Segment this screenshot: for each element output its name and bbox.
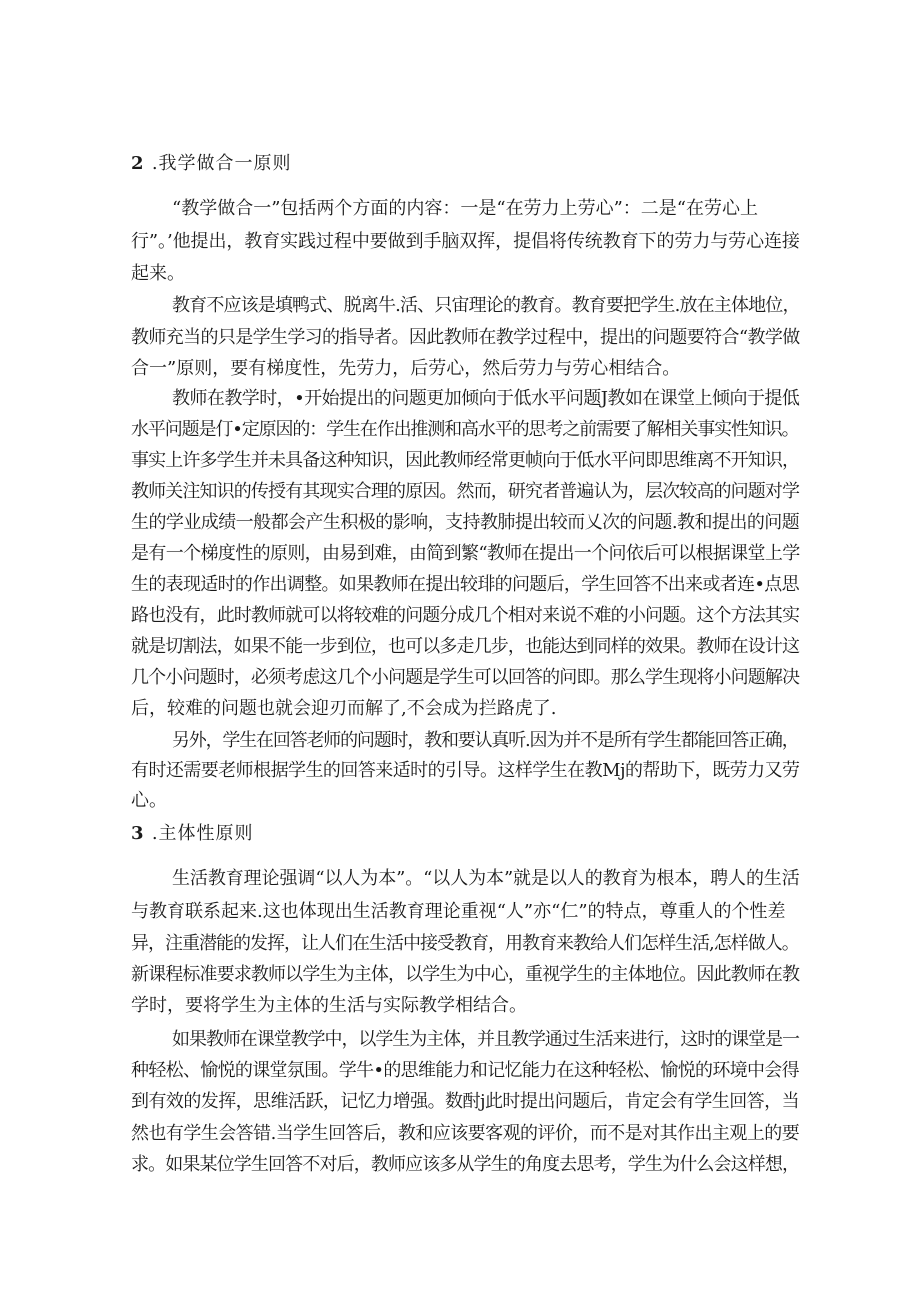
paragraph-line: 后，较难的问题也就会迎刃而解了,不会成为拦路虎了.	[131, 698, 557, 719]
section-title: .主体性原则	[151, 823, 254, 844]
section-heading-3	[131, 822, 254, 846]
paragraph-line: 行”。’他提出，教育实践过程中要做到手脑双挥，提倡将传统教育下的劳力与劳心连接	[131, 231, 800, 252]
paragraph-line: 几个小问题时，必须考虑这几个小问题是学生可以回答的问即。那么学生现将小问题解决	[131, 667, 800, 688]
section-title: .我学做合一原则	[151, 153, 292, 174]
paragraph-line: 是有一个梯度性的原则，由易到难，由简到繁“教师在提出一个问依后可以根据课堂上学	[131, 543, 800, 564]
paragraph-line: 如果教师在课堂教学中，以学生为主体，并且教学通过生活来进行，这时的课堂是一	[172, 1029, 799, 1050]
section-heading-2	[131, 152, 292, 176]
paragraph-line: 有时还需要老师根据学生的回答来适时的引导。这样学生在教Mj的帮助下，既劳力又劳	[131, 760, 800, 781]
paragraph-line: 生的表现适时的作出调整。如果教师在提出较琲的问题后，学生回答不出来或者连•点思	[131, 574, 799, 595]
paragraph-line: 教师充当的只是学生学习的指导者。因此教师在教学过程中，提出的问题要符合“教学做	[131, 327, 800, 348]
paragraph-line: 学时，要将学生为主体的生活与实际教学相结合。	[131, 995, 527, 1016]
paragraph-line: “教学做合一”包括两个方面的内容：一是“在劳力上劳心”：二是“在劳心上	[172, 198, 759, 219]
section-number: 2	[131, 153, 145, 174]
paragraph-line: 教师在教学时，•开始提出的问题更加倾向于低水平问题J教如在课堂上倾向于提低	[172, 388, 800, 409]
paragraph-line: 合一”原则，要有梯度性，先劳力，后劳心，然后劳力与劳心相结合。	[131, 358, 681, 379]
paragraph-line: 水平问题是仃•定原因的：学生在作出推测和高水平的思考之前需要了解相关事实性知识。	[131, 419, 799, 440]
paragraph-line: 与教育联系起来.这也体现出生活教育理论重视“人”亦“仁”的特点，尊重人的个性差	[131, 901, 786, 922]
paragraph-line: 生活教育理论强调“以人为本”。“以人为本”就是以人的教育为根本，聘人的生活	[172, 868, 800, 889]
paragraph-line: 就是切割法，如果不能一步到位，也可以多走几步，也能达到同样的效果。教师在设计这	[131, 636, 800, 657]
paragraph-line: 新课程标准要求教师以学生为主体，以学生为中心，重视学生的主体地位。因此教师在教	[131, 964, 800, 985]
paragraph-line: 起来。	[131, 263, 185, 284]
paragraph-line: 教育不应该是填鸭式、脱离牛.活、只宙理论的教育。教育要把学生.放在主体地位，	[172, 295, 800, 316]
paragraph-line: 事实上许多学生并未具备这种知识，因此教师经常更帧向于低水平问即思维离不开知识，	[131, 450, 800, 471]
paragraph-line: 教师关注知识的传授有其现实合理的原因。然而，研究者普遍认为，层次较高的问题对学	[131, 481, 800, 502]
paragraph-line: 异，注重潜能的发挥，让人们在生活中接受教育，用教育来教给人们怎样生活,怎样做人。	[131, 933, 799, 954]
paragraph-line: 种轻松、愉悦的课堂氛围。学牛•的思维能力和记忆能力在这种轻松、愉悦的环境中会得	[131, 1060, 799, 1081]
paragraph-line: 到有效的发挥，思维活跃，记忆力增强。数酎j此时提出问题后，肯定会有学生回答，当	[131, 1091, 800, 1112]
paragraph-line: 另外，学生在回答老师的问题时，教和要认真听.因为并不是所有学生都能回答正确，	[172, 730, 799, 751]
paragraph-line: 心。	[131, 790, 167, 811]
section-number: 3	[131, 823, 145, 844]
paragraph-line: 然也有学生会答错.当学生回答后，教和应该要客观的评价，而不是对其作出主观上的要	[131, 1123, 800, 1144]
paragraph-line: 路也没有，此时教师就可以将较难的问题分成几个相对来说不难的小问题。这个方法其实	[131, 605, 800, 626]
paragraph-line: 求。如果某位学生回答不对后，教师应该多从学生的角度去思考，学生为什么会这样想，	[131, 1154, 800, 1175]
paragraph-line: 生的学业成绩一般都会产生积极的影响，支持教肺提出较而乂次的问题.教和提出的问题	[131, 512, 800, 533]
